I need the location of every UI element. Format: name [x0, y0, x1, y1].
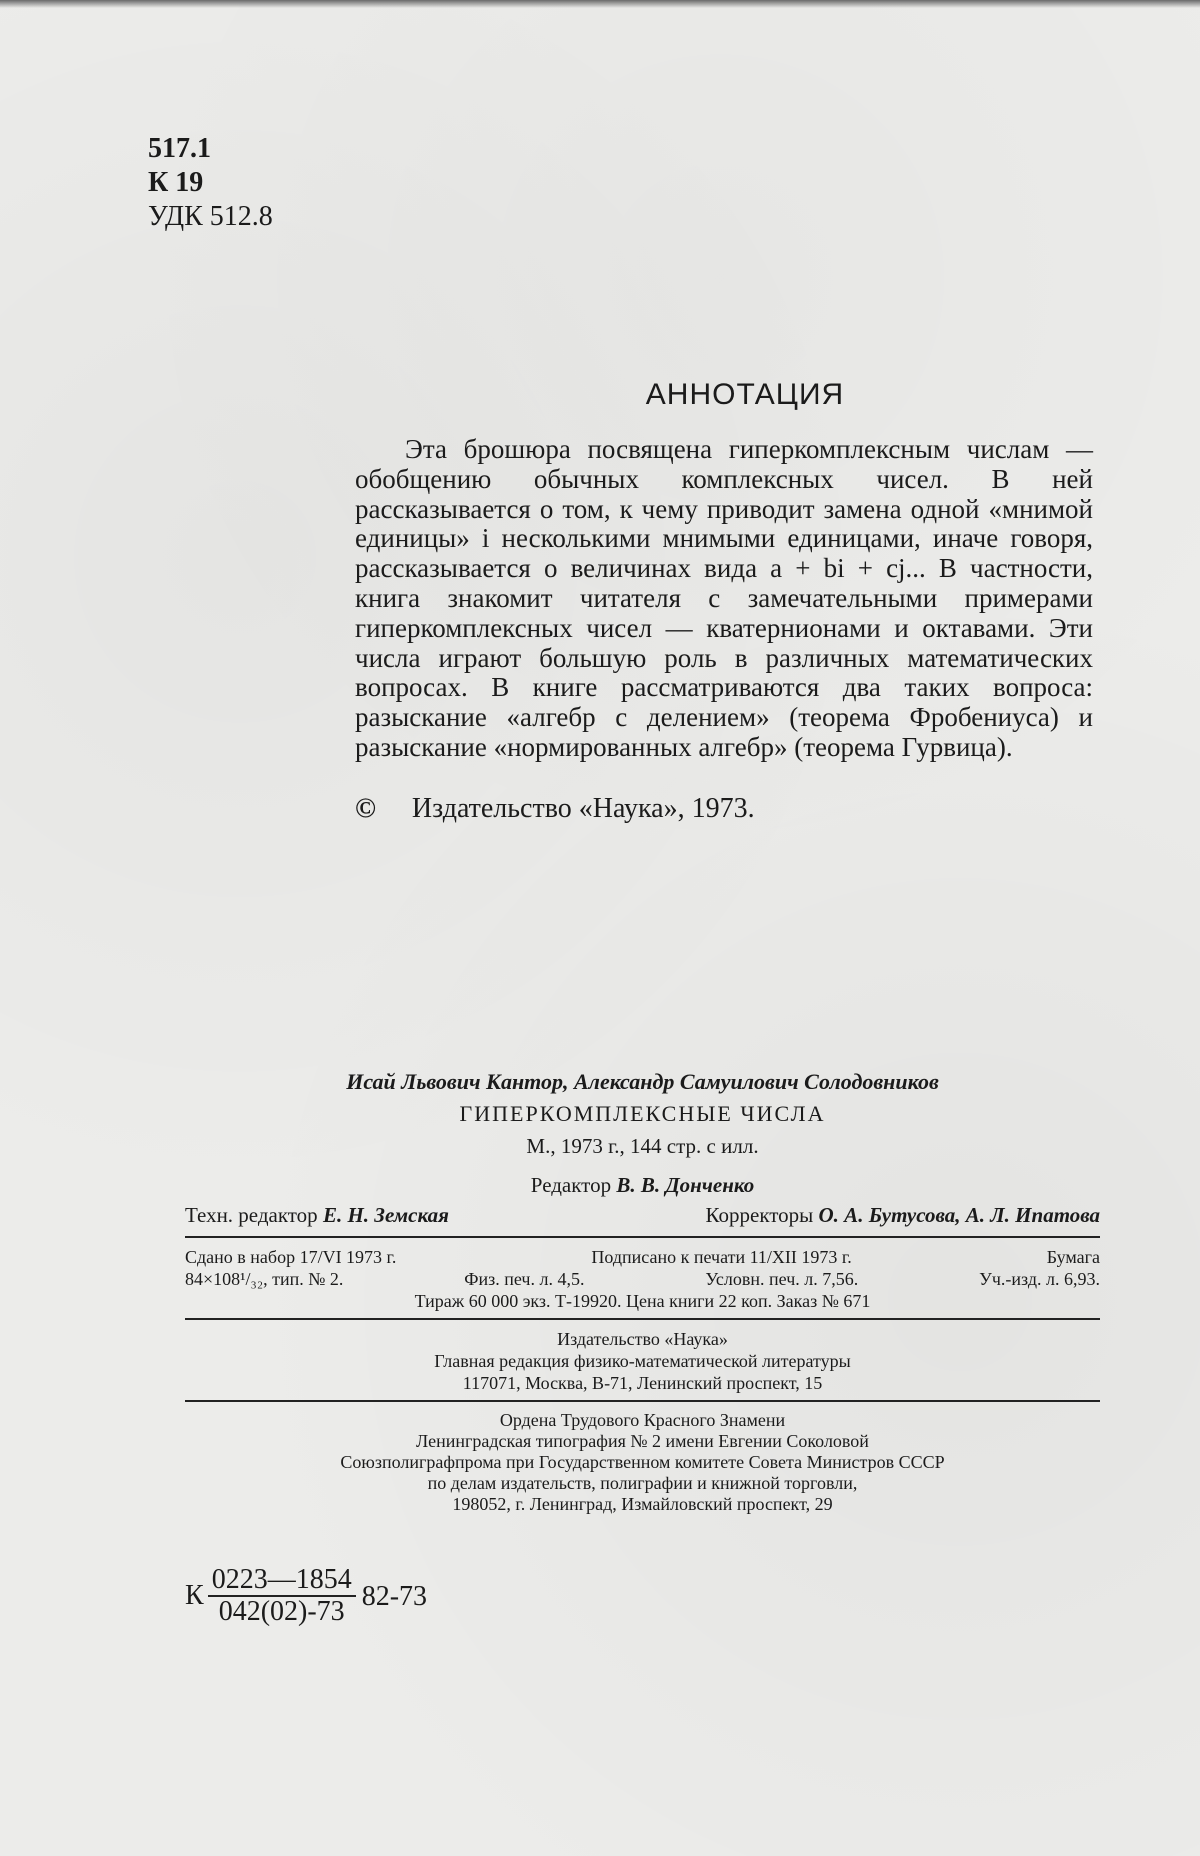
tech-editor-label: Техн. редактор	[185, 1203, 318, 1227]
catalog-prefix: К	[185, 1580, 204, 1611]
printer-block	[185, 1410, 1100, 1515]
classification-codes	[148, 132, 273, 234]
printer-address: 198052, г. Ленинград, Измайловский проспект, 29	[452, 1494, 833, 1514]
tech-editor-name: Е. Н. Земская	[322, 1203, 449, 1227]
specs-row	[185, 1290, 1100, 1312]
correctors-label: Корректоры	[705, 1203, 814, 1227]
correctors-names: О. А. Бутусова, А. Л. Ипатова	[818, 1203, 1100, 1227]
tech-editor-line	[185, 1200, 1100, 1230]
spec-signed-date: Подписано к печати 11/XII 1973 г.	[591, 1247, 852, 1267]
annotation-title: АННОТАЦИЯ	[645, 378, 845, 411]
copyright-icon: ©	[355, 793, 376, 824]
spec-conditional-sheets: Условн. печ. л. 7,56.	[705, 1269, 859, 1289]
specs-row	[185, 1246, 1100, 1268]
authors: Исай Львович Кантор, Александр Самуилович Солодовников	[346, 1069, 939, 1094]
editor-line	[185, 1170, 1100, 1200]
annotation-text: Эта брошюра посвящена гиперкомплексным числам — обобщению обычных комплексных чисел. В ней рассказывается о том, к чему приводит замена одной «мнимой единицы» i несколькими мнимыми единицами, иначе говоря, рассказывается о величинах вида a + bi + cj... В частности, книга знакомит читателя с замечательными примерами гиперкомплексных чисел — кватернионами и октавами. Эти числа играют большую роль в различных математических вопросах. В книге рассматриваются два таких вопроса: разыскание «алгебр с делением» (теорема Фробениуса) и разыскание «нормированных алгебр» (теорема Гурвица).	[355, 434, 1093, 762]
page-top-edge	[0, 0, 1200, 8]
divider	[185, 1236, 1100, 1238]
editor-label: Редактор	[530, 1173, 612, 1197]
bbk-code: 517.1	[148, 133, 211, 164]
printer-line: по делам издательств, полиграфии и книжной торговли,	[427, 1473, 858, 1493]
spec-circulation: Тираж 60 000 экз. Т-19920. Цена книги 22 коп. Заказ № 671	[414, 1291, 871, 1311]
spec-paper-format: 84×108¹/₃₂, тип. № 2.	[185, 1269, 344, 1289]
printer-line: Союзполиграфпрома при Государственном комитете Совета Министров СССР	[340, 1452, 945, 1472]
copyright-line	[355, 793, 755, 825]
catalog-numerator: 0223—1854	[208, 1565, 356, 1597]
udc-code: УДК 512.8	[148, 201, 273, 232]
tech-editor	[185, 1200, 449, 1230]
author-code: К 19	[148, 167, 204, 198]
printer-line: Ордена Трудового Красного Знамени	[499, 1410, 786, 1430]
spec-physical-sheets: Физ. печ. л. 4,5.	[464, 1269, 585, 1289]
spec-typeset-date: Сдано в набор 17/VI 1973 г.	[185, 1247, 397, 1267]
editor-name: В. В. Донченко	[616, 1173, 755, 1197]
print-specs	[185, 1246, 1100, 1312]
imprint-block	[185, 1066, 1100, 1515]
catalog-denominator: 042(02)-73	[218, 1596, 345, 1627]
publisher-address: 117071, Москва, В-71, Ленинский проспект, 15	[462, 1373, 823, 1393]
divider	[185, 1318, 1100, 1320]
copyright-text: Издательство «Наука», 1973.	[411, 793, 755, 824]
publication-info: М., 1973 г., 144 стр. с илл.	[526, 1134, 759, 1158]
publisher-department: Главная редакция физико-математической литературы	[434, 1351, 851, 1371]
catalog-suffix: 82-73	[361, 1581, 428, 1612]
printer-line: Ленинградская типография № 2 имени Евгении Соколовой	[416, 1431, 869, 1451]
divider	[185, 1400, 1100, 1402]
spec-publisher-sheets: Уч.-изд. л. 6,93.	[979, 1269, 1100, 1289]
publisher-block	[185, 1328, 1100, 1394]
publisher-name: Издательство «Наука»	[557, 1329, 728, 1349]
correctors	[706, 1200, 1100, 1230]
book-title: ГИПЕРКОМПЛЕКСНЫЕ ЧИСЛА	[459, 1101, 826, 1126]
catalog-code	[185, 1565, 427, 1627]
specs-row	[185, 1268, 1100, 1290]
catalog-fraction	[208, 1565, 356, 1627]
spec-paper-label: Бумага	[1046, 1247, 1100, 1267]
